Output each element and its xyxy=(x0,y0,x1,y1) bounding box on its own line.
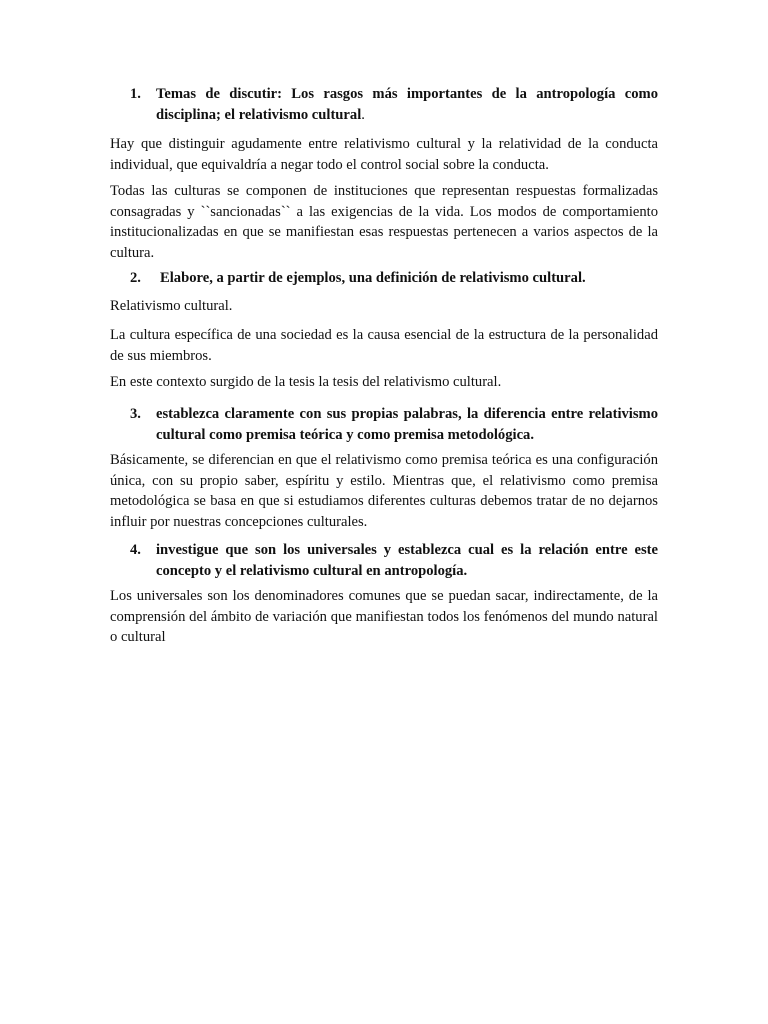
question-4-text: investigue que son los universales y establezca cual es la relación entre este concepto y el relativismo cultural en antropología. xyxy=(156,542,658,579)
paragraph-2: Todas las culturas se componen de instituciones que representan respuestas formalizadas consagradas y ``sancionadas`` a las exigencias de la vida. Los modos de comportamiento institucionalizadas en que se manifiestan esas respuestas pertenecen a varios aspectos de la cultura. xyxy=(110,183,658,261)
question-3 xyxy=(110,404,658,445)
question-3-text: establezca claramente con sus propias palabras, la diferencia entre relativismo cultural como premisa teórica y como premisa metodológica. xyxy=(156,406,658,443)
paragraph-6: Básicamente, se diferencian en que el relativismo como premisa teórica es una configuración única, con su propio saber, espíritu y estilo. Mientras que, el relativismo como premisa metodológica se basa en que si estudiamos diferentes culturas debemos tratar de no dejarnos influir por nuestras concepciones culturales. xyxy=(110,452,658,530)
question-1 xyxy=(110,84,658,125)
question-1-tail: . xyxy=(361,106,365,123)
question-3-number: 3. xyxy=(130,406,141,422)
question-2-number: 2. xyxy=(130,270,141,286)
question-2-text: Elabore, a partir de ejemplos, una definición de relativismo cultural. xyxy=(160,270,586,286)
paragraph-1: Hay que distinguir agudamente entre relativismo cultural y la relatividad de la conducta individual, que equivaldría a negar todo el control social sobre la conducta. xyxy=(110,136,658,173)
paragraph-4: La cultura específica de una sociedad es la causa esencial de la estructura de la personalidad de sus miembros. xyxy=(110,327,658,364)
question-4-number: 4. xyxy=(130,542,141,558)
question-1-number: 1. xyxy=(130,86,141,102)
paragraph-5: En este contexto surgido de la tesis la tesis del relativismo cultural. xyxy=(110,374,502,390)
question-1-text: Temas de discutir: Los rasgos más importantes de la antropología como disciplina; el relativismo cultural xyxy=(156,86,658,123)
question-1-text-wrap xyxy=(156,84,658,125)
paragraph-3: Relativismo cultural. xyxy=(110,298,233,314)
question-4 xyxy=(110,540,658,581)
paragraph-7: Los universales son los denominadores comunes que se puedan sacar, indirectamente, de la comprensión del ámbito de variación que manifiestan todos los fenómenos del mundo natural o cultural xyxy=(110,588,658,645)
question-2 xyxy=(110,268,658,289)
